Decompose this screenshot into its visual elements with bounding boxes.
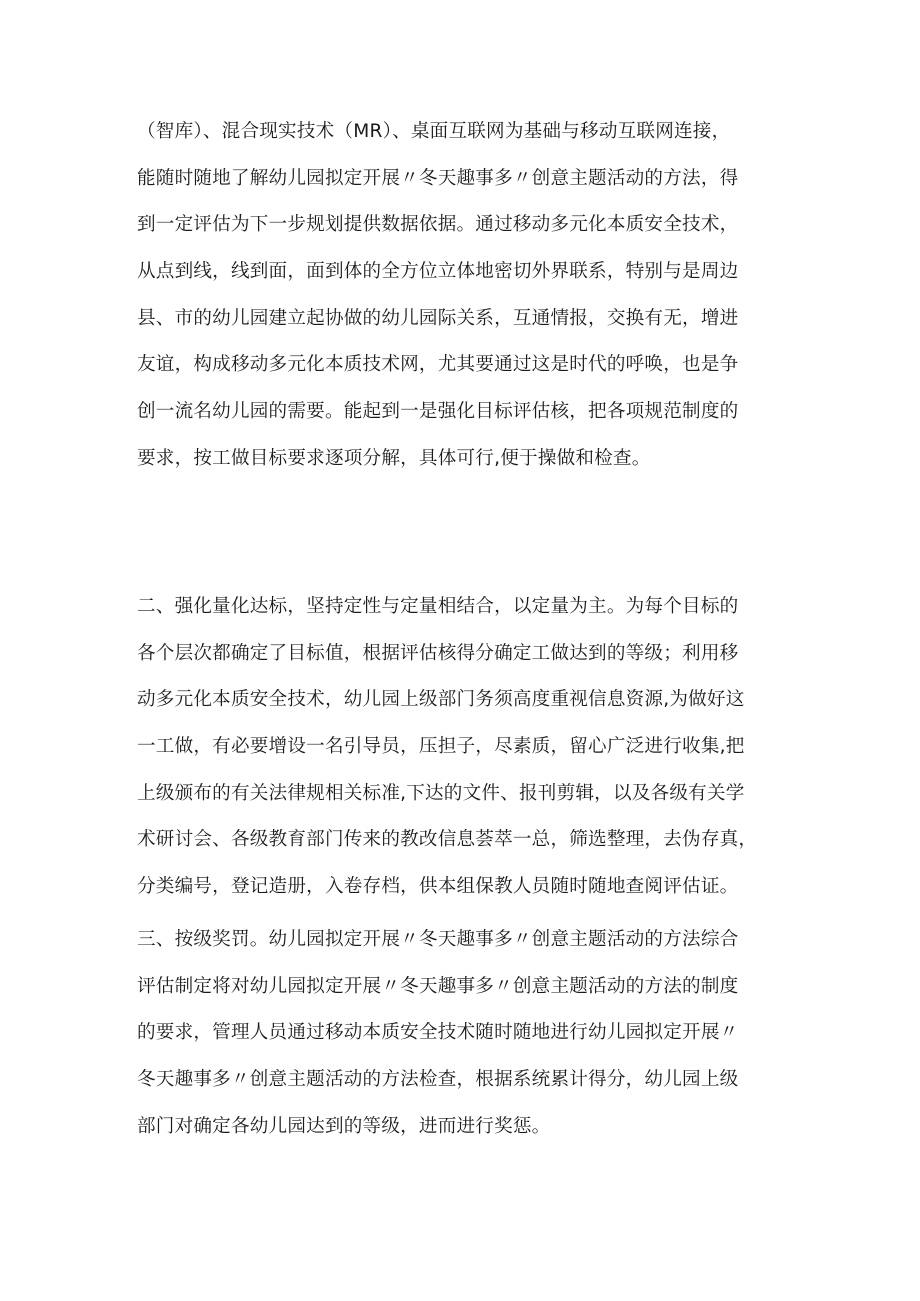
text-line: 县、市的幼儿园建立起协做的幼儿园际关系，互通情报，交换有无，增进 <box>137 307 739 329</box>
text-line: 术研讨会、各级教育部门传来的教改信息荟萃一总，筛选整理，去伪存真， <box>137 829 758 851</box>
text-line: 上级颁布的有关法律规相关标准,下达的文件、报刊剪辑，以及各级有关学 <box>137 782 745 804</box>
text-line: 各个层次都确定了目标值，根据评估核得分确定工做达到的等级；利用移 <box>137 642 739 664</box>
paragraph-section-three <box>137 917 797 1150</box>
text-line: 能随时随地了解幼儿园拟定开展〃冬天趣事多〃创意主题活动的方法，得 <box>137 167 739 189</box>
text-line: 要求，按工做目标要求逐项分解，具体可行,便于操做和检查。 <box>137 447 651 469</box>
text-line: 创一流名幼儿园的需要。能起到一是强化目标评估核，把各项规范制度的 <box>137 401 739 423</box>
text-line: （智库）、混合现实技术（MR）、桌面互联网为基础与移动互联网连接， <box>137 121 731 142</box>
text-line: 友谊，构成移动多元化本质技术网，尤其要通过这是时代的呼唤，也是争 <box>137 354 739 376</box>
paragraph-section-two <box>137 584 797 911</box>
text-line: 三、按级奖罚。幼儿园拟定开展〃冬天趣事多〃创意主题活动的方法综合 <box>137 929 739 950</box>
paragraph-continuation <box>137 109 797 483</box>
text-line: 冬天趣事多〃创意主题活动的方法检查，根据系统累计得分，幼儿园上级 <box>137 1069 739 1091</box>
text-line: 部门对确定各幼儿园达到的等级，进而进行奖惩。 <box>137 1115 551 1137</box>
text-line: 动多元化本质安全技术，幼儿园上级部门务须高度重视信息资源,为做好这 <box>137 689 745 711</box>
text-line: 到一定评估为下一步规划提供数据依据。通过移动多元化本质安全技术， <box>137 214 739 236</box>
text-line: 分类编号，登记造册，入卷存档，供本组保教人员随时随地查阅评估证。 <box>137 876 739 898</box>
text-line: 一工做，有必要增设一名引导员，压担子，尽素质，留心广泛进行收集,把 <box>137 736 745 758</box>
text-line: 二、强化量化达标，坚持定性与定量相结合，以定量为主。为每个目标的 <box>137 596 739 617</box>
text-line: 的要求，管理人员通过移动本质安全技术随时随地进行幼儿园拟定开展〃 <box>137 1022 739 1044</box>
text-line: 从点到线，线到面，面到体的全方位立体地密切外界联系，特别与是周边 <box>137 261 739 283</box>
text-line: 评估制定将对幼儿园拟定开展〃冬天趣事多〃创意主题活动的方法的制度 <box>137 975 739 997</box>
